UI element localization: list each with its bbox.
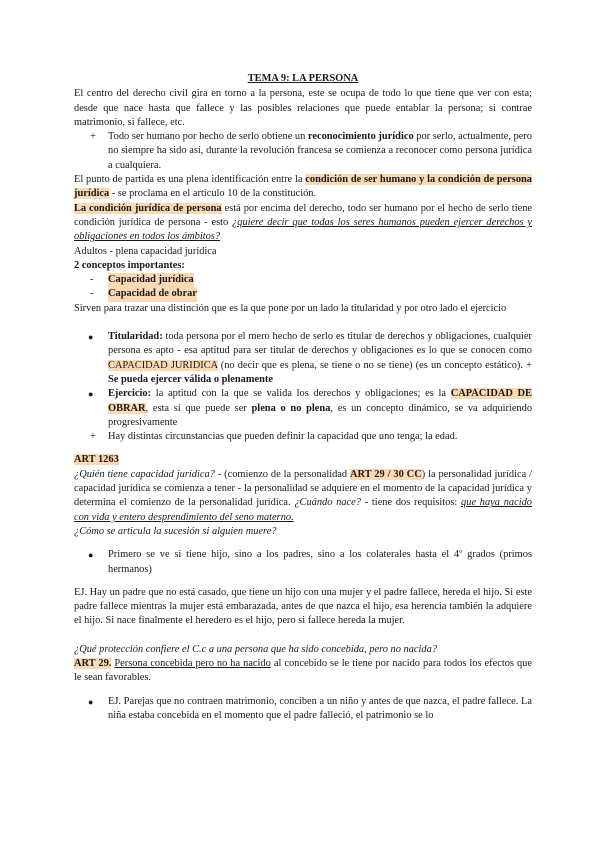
plus-item-text: Todo ser humano por hecho de serlo obtiene un reconocimiento jurídico por serlo, actualmente, pero no siempre ha sido así, durante la revolución francesa se comienza a reconocer como persona jurídica a cualquiera.	[108, 131, 532, 171]
highlight: ART 29.	[74, 657, 112, 669]
page-title: TEMA 9: LA PERSONA	[247, 73, 359, 84]
highlight: CAPACIDAD JURIDICA	[108, 359, 218, 371]
highlight: condición de ser humano y la condición de persona jurídica	[74, 174, 532, 200]
highlight: Capacidad jurídica	[108, 273, 194, 287]
highlight: ART 29 / 30 CC	[350, 468, 422, 480]
plus-marker: +	[90, 131, 96, 143]
concept-item: - Capacidad jurídica	[90, 273, 532, 287]
bullet-text: EJ. Parejas que no contraen matrimonio, conciben a un niño y antes de que nazca, el padre fallece. La niña estaba concebida en el momento que el padre falleció, el patrimonio se lo	[108, 695, 532, 721]
bullet-marker: ●	[88, 550, 94, 561]
concept-item: - Capacidad de obrar	[90, 287, 532, 301]
bullet-item	[88, 548, 532, 577]
bullet-text: Titularidad: toda persona por el mero hecho de serlo es titular de derechos y obligaciones, cualquier persona es apto - esa aptitud para ser titular de derechos y obligaciones es lo que se conocen como CAPACIDAD JURIDICA (no decir que es plena, se tiene o no se tiene) (es un concepto estático). + Se pueda ejercer válida o plenamente	[108, 331, 532, 385]
paragraph-distinction: Sirven para trazar una distinción que es la que pone por un lado la titularidad y por otro lado el ejercicio	[74, 302, 507, 314]
highlight: Capacidad de obrar	[108, 287, 197, 301]
bullet-item	[88, 695, 532, 724]
highlight: ART 1263	[74, 454, 119, 466]
paragraph-adults: Adultos - plena capacidad jurídica	[74, 245, 217, 257]
paragraph-succession-question: ¿Cómo se articula la sucesión si alguien muere?	[74, 525, 277, 537]
plus-item-text: Hay distintas circunstancias que pueden definir la capacidad que uno tenga; la edad.	[108, 431, 458, 443]
paragraph-concepts-heading: 2 conceptos importantes:	[74, 259, 185, 271]
highlight: La condición jurídica de persona	[74, 202, 222, 214]
document-page	[74, 72, 532, 723]
bullet-item	[88, 330, 532, 387]
bullet-marker: ●	[88, 389, 94, 400]
paragraph-protection-question: ¿Qué protección confiere el C.c a una persona que ha sido concebida, pero no nacida?	[74, 643, 438, 655]
plus-item	[90, 130, 532, 173]
paragraph-capacity: ¿Quién tiene capacidad jurídica? - (comienzo de la personalidad ART 29 / 30 CC) la personalidad jurídica / capacidad jurídica se comienza a tener - la personalidad se adquiere en el momento de la capacidad jurídica y determina el comienzo de la personalidad jurídica. ¿Cuándo nace? - tiene dos requisitos: que haya nacido con vida y entero desprendimiento del seno materno.	[74, 468, 532, 523]
bullet-text: Ejercicio: la aptitud con la que se valida los derechos y obligaciones; es la CAPACIDAD DE OBRAR, esta sí que puede ser plena o no plena, es un concepto dinámico, se va adquiriendo progresivamente	[108, 388, 533, 428]
highlight: CAPACIDAD DE OBRAR	[108, 388, 532, 414]
intro-paragraph: El centro del derecho civil gira en torno a la persona, este se ocupa de todo lo que tiene que ver con esta; desde que nace hasta que fallece y las posibles relaciones que puede entablar la persona; si contrae matrimonio, si fallece, etc.	[74, 88, 532, 128]
plus-item	[90, 430, 532, 444]
bullet-marker: ●	[88, 696, 94, 707]
paragraph-identification: El punto de partida es una plena identificación entre la condición de ser humano y la condición de persona jurídica - se proclama en el artículo 10 de la constitución.	[74, 174, 532, 200]
paragraph-example: EJ. Hay un padre que no está casado, que tiene un hijo con una mujer y el padre fallece, hereda el hijo. Si este padre fallece mientras la mujer está embarazada, antes de que nazca el hijo, esa herencia también la adquiere el hijo. Si nace finalmente el heredero es el hijo, pero si fallece hereda la mujer.	[74, 586, 532, 627]
paragraph-legal-condition: La condición jurídica de persona está por encima del derecho, todo ser humano por el hecho de serlo tiene condición jurídica de persona - esto ¿quiere decir que todas los seres humanos pueden ejercer derechos y obligaciones en todos los ámbitos?	[74, 202, 533, 243]
plus-marker: +	[90, 431, 96, 443]
bullet-marker: ●	[88, 332, 94, 343]
paragraph-art29: ART 29. Persona concebida pero no ha nacido al concebido se le tiene por nacido para todos los efectos que le sean favorables.	[74, 657, 532, 684]
bullet-item	[88, 387, 532, 430]
bullet-text: Primero se ve si tiene hijo, sino a los padres, sino a los colaterales hasta el 4º grados (primos hermanos)	[108, 549, 532, 575]
article-heading	[74, 453, 532, 467]
